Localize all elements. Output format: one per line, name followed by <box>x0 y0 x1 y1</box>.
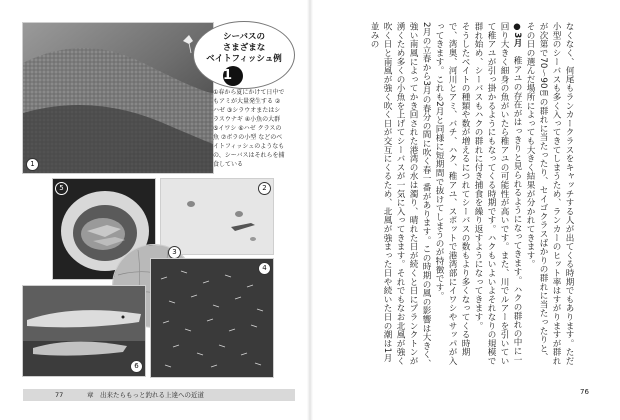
photo-number-5: 5 <box>55 182 68 195</box>
bait-examples-badge <box>193 21 295 89</box>
photo-6-fish-ground <box>22 285 146 377</box>
badge-title-line2: さまざまな <box>222 43 266 53</box>
body-paragraph-2: 稚アユの存在がはっきりと見られるようになってきます。ハクの群れの中に一回り大きく細身の魚がいたら稚アユの可能性が高いです。また、川でルアーを引いていて稚アユが引っ掛かるようにもなってくる時期です。ハクもいよいよそれなりの規模で群れ始め、シーバスもハクの群れに付き捕食を繰り返すようになってきます。 <box>473 22 522 366</box>
chapter-title-text: 出来たらもっと釣れる上達への近道 <box>100 391 204 399</box>
photo-number-6: 6 <box>130 360 143 373</box>
photo-4-fish-school <box>150 258 274 378</box>
badge-title-line1: シーバスの <box>222 32 266 42</box>
badge-number: 1 <box>223 66 243 86</box>
book-gutter <box>307 0 313 420</box>
body-paragraph-4: 2月の立春から3月の春分の間に吹く春一番があります。この時期の風の影響は大きく、強い南風によってかき回された港湾の水は濁り、晴れた日が続くと日にプランクトンが湧くため多くの小魚を上げてシーバスが一気に入ってきます。それでもなお北風が強く吹く日と南風が強く吹く日が交互にくるため、北風が強まった日や続いた日の潮は1月並みの <box>369 22 431 368</box>
body-text <box>326 22 588 370</box>
footer-left <box>23 389 295 401</box>
badge-title-line3: ベイトフィッシュ例 <box>206 54 282 64</box>
section-3-paragraph <box>471 22 523 370</box>
page-number-left: 77 <box>55 391 64 399</box>
body-paragraph-3: そうしたベイトの種類や数が増えるにつれてシーバスの数もより多くなってくる時期で、湾奥、河川とアミ、バチ、ハク、稚アユ、スポットで港湾部にイワシやサッパが入ってきます。これも2月と同様に短期間で抜けてしまうのが特徴です。 <box>434 22 470 366</box>
body-paragraph-1: なくなく、何尾もランカークラスをキャッチする人が出てくる時期でもあります。ただ小型のシーバスも多く入ってきてしまうため、ランカーのヒット率はすがりますが群れが次第で70〜90㎝の群れに当たったり、セイゴクラスばかりの群れに当たったりと、その日の選んだ場所によっても大きく結果が分かれてきます。 <box>525 22 574 366</box>
chapter-title <box>87 389 204 401</box>
photo-number-2: 2 <box>258 182 271 195</box>
photo-caption: ①春から夏にかけて日中でもアミが大量発生する ②ハゼ ③シラウオまたはシラスウナギ ④小魚の大群 ⑤イワシ ⑥ハゼ クラスの魚 ⑦ボラの小型 などのベイトフィッシュのようなもの、シーバスはそれらを捕食している <box>213 89 285 168</box>
photo-number-4: 4 <box>258 262 271 275</box>
photo-2-small-fish <box>160 178 274 255</box>
badge-title <box>194 32 294 65</box>
photo-1-plankton-shore <box>22 22 214 174</box>
page-number-right: 76 <box>580 388 589 396</box>
section-mark: ● <box>512 22 522 33</box>
photo-number-3: 3 <box>168 246 181 259</box>
chapter-label: 章 <box>87 391 94 399</box>
section-title: 3月 <box>512 32 522 48</box>
photo-number-1: 1 <box>26 158 39 171</box>
